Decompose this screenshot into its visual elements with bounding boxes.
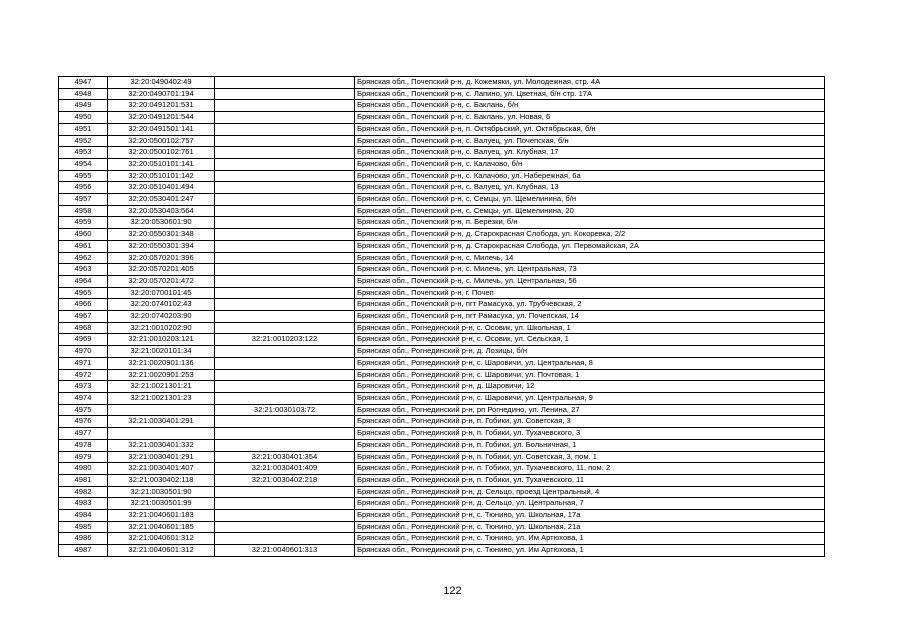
address-cell: Брянская обл., Рогнединский р-н, п. Гобики, ул. Тухачевского, 11, пом. 2 [355, 463, 825, 475]
address-cell: Брянская обл., Рогнединский р-н, п. Гобики, ул. Тухачевского, 3 [355, 428, 825, 440]
related-cadastral-number-cell: 32:21:0010203:122 [215, 334, 355, 346]
cadastral-number-cell: 32:21:0030401:407 [108, 463, 215, 475]
address-cell: Брянская обл., Почепский р-н, с. Валуец, ул. Клубная, 17 [355, 147, 825, 159]
table-row [59, 264, 825, 276]
row-number-cell: 4973 [59, 381, 108, 393]
cadastral-number-cell: 32:20:0530401:247 [108, 194, 215, 206]
cadastral-number-cell: 32:21:0030402:118 [108, 474, 215, 486]
related-cadastral-number-cell: 32:21:0030103:72 [215, 404, 355, 416]
row-number-cell: 4984 [59, 510, 108, 522]
registry-table [58, 76, 825, 557]
related-cadastral-number-cell [215, 135, 355, 147]
cadastral-number-cell: 32:20:0530601:90 [108, 217, 215, 229]
address-cell: Брянская обл., Почепский р-н, с. Семцы, ул. Щемелинина, 20 [355, 205, 825, 217]
cadastral-number-cell: 32:21:0021301:23 [108, 392, 215, 404]
related-cadastral-number-cell [215, 275, 355, 287]
row-number-cell: 4948 [59, 88, 108, 100]
related-cadastral-number-cell [215, 205, 355, 217]
address-cell: Брянская обл., Почепский р-н, п. Октябрьский, ул. Октябрьская, б/н [355, 123, 825, 135]
table-row [59, 486, 825, 498]
row-number-cell: 4978 [59, 439, 108, 451]
related-cadastral-number-cell [215, 194, 355, 206]
address-cell: Брянская обл., Рогнединский р-н, с. Шаровичи, ул. Центральная, 8 [355, 357, 825, 369]
address-cell: Брянская обл., Рогнединский р-н, с. Осовик, ул. Сельская, 1 [355, 334, 825, 346]
table-row [59, 123, 825, 135]
table-row [59, 498, 825, 510]
row-number-cell: 4950 [59, 112, 108, 124]
cadastral-number-cell: 32:21:0020901:253 [108, 369, 215, 381]
cadastral-number-cell: 32:21:0030501:99 [108, 498, 215, 510]
cadastral-number-cell: 32:21:0020901:136 [108, 357, 215, 369]
address-cell: Брянская обл., Рогнединский р-н, д. Сельцо, проезд Центральный, 4 [355, 486, 825, 498]
cadastral-number-cell: 32:20:0500102:757 [108, 135, 215, 147]
row-number-cell: 4954 [59, 158, 108, 170]
table-row [59, 100, 825, 112]
address-cell: Брянская обл., Рогнединский р-н, с. Осовик, ул. Школьная, 1 [355, 322, 825, 334]
related-cadastral-number-cell [215, 428, 355, 440]
row-number-cell: 4960 [59, 229, 108, 241]
address-cell: Брянская обл., Почепский р-н, с. Лапино, ул. Цветная, б/н стр. 17А [355, 88, 825, 100]
row-number-cell: 4970 [59, 346, 108, 358]
related-cadastral-number-cell: 32:21:0040601:313 [215, 545, 355, 557]
table-row [59, 381, 825, 393]
cadastral-number-cell: 32:21:0030501:90 [108, 486, 215, 498]
address-cell: Брянская обл., Рогнединский р-н, п. Гобики, ул. Больничная, 1 [355, 439, 825, 451]
related-cadastral-number-cell [215, 369, 355, 381]
address-cell: Брянская обл., Рогнединский р-н, с. Шаровичи, ул. Центральная, 9 [355, 392, 825, 404]
address-cell: Брянская обл., Рогнединский р-н, п. Гобики, ул. Советская, 3, пом. 1 [355, 451, 825, 463]
address-cell: Брянская обл., Рогнединский р-н, с. Тюнино, ул. Им Артюхова, 1 [355, 533, 825, 545]
related-cadastral-number-cell [215, 147, 355, 159]
table-row [59, 182, 825, 194]
related-cadastral-number-cell [215, 533, 355, 545]
cadastral-number-cell: 32:21:0030401:291 [108, 416, 215, 428]
page-number: 122 [443, 585, 462, 597]
address-cell: Брянская обл., Рогнединский р-н, с. Тюнино, ул. Школьная, 17а [355, 510, 825, 522]
row-number-cell: 4951 [59, 123, 108, 135]
table-row [59, 170, 825, 182]
related-cadastral-number-cell [215, 416, 355, 428]
address-cell: Брянская обл., Почепский р-н, с. Семцы, ул. Щемелинина, б/н [355, 194, 825, 206]
table-row [59, 147, 825, 159]
row-number-cell: 4976 [59, 416, 108, 428]
address-cell: Брянская обл., Почепский р-н, с. Баклань, б/н [355, 100, 825, 112]
address-cell: Брянская обл., Рогнединский р-н, д. Сельцо, ул. Центральная, 7 [355, 498, 825, 510]
cadastral-number-cell: 32:20:0510101:142 [108, 170, 215, 182]
address-cell: Брянская обл., Почепский р-н, с. Валуец, ул. Клубная, 13 [355, 182, 825, 194]
cadastral-number-cell: 32:20:0570201:472 [108, 275, 215, 287]
row-number-cell: 4971 [59, 357, 108, 369]
cadastral-number-cell: 32:20:0550301:394 [108, 240, 215, 252]
table-row [59, 299, 825, 311]
row-number-cell: 4959 [59, 217, 108, 229]
table-row [59, 392, 825, 404]
related-cadastral-number-cell [215, 521, 355, 533]
address-cell: Брянская обл., Рогнединский р-н, п. Гобики, ул. Советская, 3 [355, 416, 825, 428]
cadastral-number-cell: 32:21:0020101:34 [108, 346, 215, 358]
row-number-cell: 4947 [59, 77, 108, 89]
cadastral-number-cell: 32:20:0570201:396 [108, 252, 215, 264]
cadastral-number-cell: 32:21:0040601:312 [108, 533, 215, 545]
related-cadastral-number-cell: 32:21:0030401:354 [215, 451, 355, 463]
address-cell: Брянская обл., Почепский р-н, с. Милечь, ул. Центральная, 73 [355, 264, 825, 276]
row-number-cell: 4963 [59, 264, 108, 276]
row-number-cell: 4980 [59, 463, 108, 475]
address-cell: Брянская обл., Почепский р-н, с. Валуец, ул. Почепская, б/н [355, 135, 825, 147]
address-cell: Брянская обл., Почепский р-н, пгт Рамасуха, ул. Почепская, 14 [355, 311, 825, 323]
related-cadastral-number-cell [215, 77, 355, 89]
related-cadastral-number-cell [215, 112, 355, 124]
related-cadastral-number-cell [215, 498, 355, 510]
related-cadastral-number-cell [215, 322, 355, 334]
table-row [59, 416, 825, 428]
table-row [59, 217, 825, 229]
address-cell: Брянская обл., Рогнединский р-н, с. Тюнино, ул. Им Артюхова, 1 [355, 545, 825, 557]
table-row [59, 287, 825, 299]
table-row [59, 322, 825, 334]
cadastral-number-cell: 32:20:0491201:531 [108, 100, 215, 112]
row-number-cell: 4952 [59, 135, 108, 147]
related-cadastral-number-cell [215, 182, 355, 194]
table-row [59, 252, 825, 264]
related-cadastral-number-cell [215, 123, 355, 135]
related-cadastral-number-cell [215, 392, 355, 404]
related-cadastral-number-cell [215, 88, 355, 100]
table-row [59, 135, 825, 147]
table-row [59, 404, 825, 416]
address-cell: Брянская обл., Рогнединский р-н, с. Тюнино, ул. Школьная, 21а [355, 521, 825, 533]
address-cell: Брянская обл., Почепский р-н, с. Калачово, ул. Набережная, 6а [355, 170, 825, 182]
related-cadastral-number-cell [215, 510, 355, 522]
related-cadastral-number-cell [215, 170, 355, 182]
row-number-cell: 4981 [59, 474, 108, 486]
row-number-cell: 4972 [59, 369, 108, 381]
cadastral-number-cell: 32:20:0570201:405 [108, 264, 215, 276]
cadastral-number-cell: 32:20:0510101:141 [108, 158, 215, 170]
address-cell: Брянская обл., Почепский р-н, п. Березки, б/н [355, 217, 825, 229]
related-cadastral-number-cell: 32:21:0030401:409 [215, 463, 355, 475]
cadastral-number-cell: 32:20:0500102:761 [108, 147, 215, 159]
cadastral-number-cell: 32:21:0040601:185 [108, 521, 215, 533]
related-cadastral-number-cell [215, 311, 355, 323]
address-cell: Брянская обл., Рогнединский р-н, рп Рогнедино, ул. Ленина, 27 [355, 404, 825, 416]
cadastral-number-cell: 32:21:0040601:312 [108, 545, 215, 557]
table-row [59, 439, 825, 451]
table-row [59, 474, 825, 486]
address-cell: Брянская обл., Почепский р-н, с. Милечь, 14 [355, 252, 825, 264]
address-cell: Брянская обл., Рогнединский р-н, с. Шаровичи, ул. Почтовая, 1 [355, 369, 825, 381]
table-row [59, 240, 825, 252]
related-cadastral-number-cell [215, 264, 355, 276]
address-cell: Брянская обл., Почепский р-н, пгт Рамасуха, ул. Трубчевская, 2 [355, 299, 825, 311]
related-cadastral-number-cell [215, 217, 355, 229]
related-cadastral-number-cell [215, 299, 355, 311]
row-number-cell: 4982 [59, 486, 108, 498]
row-number-cell: 4965 [59, 287, 108, 299]
row-number-cell: 4966 [59, 299, 108, 311]
cadastral-number-cell: 32:21:0010203:121 [108, 334, 215, 346]
row-number-cell: 4983 [59, 498, 108, 510]
row-number-cell: 4967 [59, 311, 108, 323]
cadastral-number-cell: 32:21:0030401:291 [108, 451, 215, 463]
row-number-cell: 4975 [59, 404, 108, 416]
related-cadastral-number-cell [215, 346, 355, 358]
table-row [59, 510, 825, 522]
cadastral-number-cell: 32:20:0700101:45 [108, 287, 215, 299]
cadastral-number-cell: 32:21:0021301:21 [108, 381, 215, 393]
address-cell: Брянская обл., Почепский р-н, с. Баклань, ул. Новая, 6 [355, 112, 825, 124]
cadastral-number-cell: 32:20:0491201:544 [108, 112, 215, 124]
table-row [59, 346, 825, 358]
cadastral-number-cell [108, 428, 215, 440]
cadastral-number-cell: 32:20:0510401:494 [108, 182, 215, 194]
row-number-cell: 4957 [59, 194, 108, 206]
cadastral-number-cell: 32:20:0530403:564 [108, 205, 215, 217]
row-number-cell: 4969 [59, 334, 108, 346]
related-cadastral-number-cell [215, 252, 355, 264]
address-cell: Брянская обл., Почепский р-н, с. Калачово, б/н [355, 158, 825, 170]
table-row [59, 533, 825, 545]
table-row [59, 205, 825, 217]
row-number-cell: 4974 [59, 392, 108, 404]
cadastral-number-cell: 32:20:0490402:49 [108, 77, 215, 89]
row-number-cell: 4958 [59, 205, 108, 217]
table-row [59, 194, 825, 206]
table-row [59, 463, 825, 475]
address-cell: Брянская обл., Рогнединский р-н, д. Шаровичи, 12 [355, 381, 825, 393]
table-row [59, 112, 825, 124]
table-row [59, 88, 825, 100]
row-number-cell: 4964 [59, 275, 108, 287]
registry-table-body [59, 77, 825, 557]
related-cadastral-number-cell [215, 486, 355, 498]
address-cell: Брянская обл., Почепский р-н, г. Почеп [355, 287, 825, 299]
cadastral-number-cell: 32:20:0740102:43 [108, 299, 215, 311]
table-row [59, 275, 825, 287]
table-row [59, 311, 825, 323]
address-cell: Брянская обл., Рогнединский р-н, п. Гобики, ул. Тухачевского, 11 [355, 474, 825, 486]
row-number-cell: 4955 [59, 170, 108, 182]
table-row [59, 451, 825, 463]
table-row [59, 334, 825, 346]
cadastral-number-cell: 32:21:0040601:183 [108, 510, 215, 522]
row-number-cell: 4986 [59, 533, 108, 545]
related-cadastral-number-cell [215, 357, 355, 369]
address-cell: Брянская обл., Почепский р-н, д. Старокрасная Слобода, ул. Первомайская, 2А [355, 240, 825, 252]
table-row [59, 521, 825, 533]
row-number-cell: 4968 [59, 322, 108, 334]
table-row [59, 545, 825, 557]
table-row [59, 229, 825, 241]
row-number-cell: 4949 [59, 100, 108, 112]
table-row [59, 77, 825, 89]
row-number-cell: 4962 [59, 252, 108, 264]
related-cadastral-number-cell [215, 287, 355, 299]
cadastral-number-cell: 32:21:0030401:332 [108, 439, 215, 451]
related-cadastral-number-cell [215, 229, 355, 241]
cadastral-number-cell: 32:20:0550301:348 [108, 229, 215, 241]
row-number-cell: 4987 [59, 545, 108, 557]
address-cell: Брянская обл., Почепский р-н, д. Кожемяки, ул. Молодежная, стр. 4А [355, 77, 825, 89]
address-cell: Брянская обл., Рогнединский р-н, д. Лозицы, б/н [355, 346, 825, 358]
related-cadastral-number-cell [215, 439, 355, 451]
table-row [59, 369, 825, 381]
row-number-cell: 4979 [59, 451, 108, 463]
address-cell: Брянская обл., Почепский р-н, д. Старокрасная Слобода, ул. Кокоревка, 2/2 [355, 229, 825, 241]
table-row [59, 158, 825, 170]
table-row [59, 357, 825, 369]
related-cadastral-number-cell [215, 158, 355, 170]
row-number-cell: 4961 [59, 240, 108, 252]
cadastral-number-cell: 32:21:0010202:90 [108, 322, 215, 334]
row-number-cell: 4953 [59, 147, 108, 159]
related-cadastral-number-cell [215, 240, 355, 252]
address-cell: Брянская обл., Почепский р-н, с. Милечь, ул. Центральная, 56 [355, 275, 825, 287]
cadastral-number-cell [108, 404, 215, 416]
row-number-cell: 4985 [59, 521, 108, 533]
row-number-cell: 4956 [59, 182, 108, 194]
row-number-cell: 4977 [59, 428, 108, 440]
cadastral-number-cell: 32:20:0740203:90 [108, 311, 215, 323]
cadastral-number-cell: 32:20:0491501:141 [108, 123, 215, 135]
cadastral-number-cell: 32:20:0490701:194 [108, 88, 215, 100]
related-cadastral-number-cell [215, 100, 355, 112]
related-cadastral-number-cell: 32:21:0030402:218 [215, 474, 355, 486]
table-row [59, 428, 825, 440]
related-cadastral-number-cell [215, 381, 355, 393]
